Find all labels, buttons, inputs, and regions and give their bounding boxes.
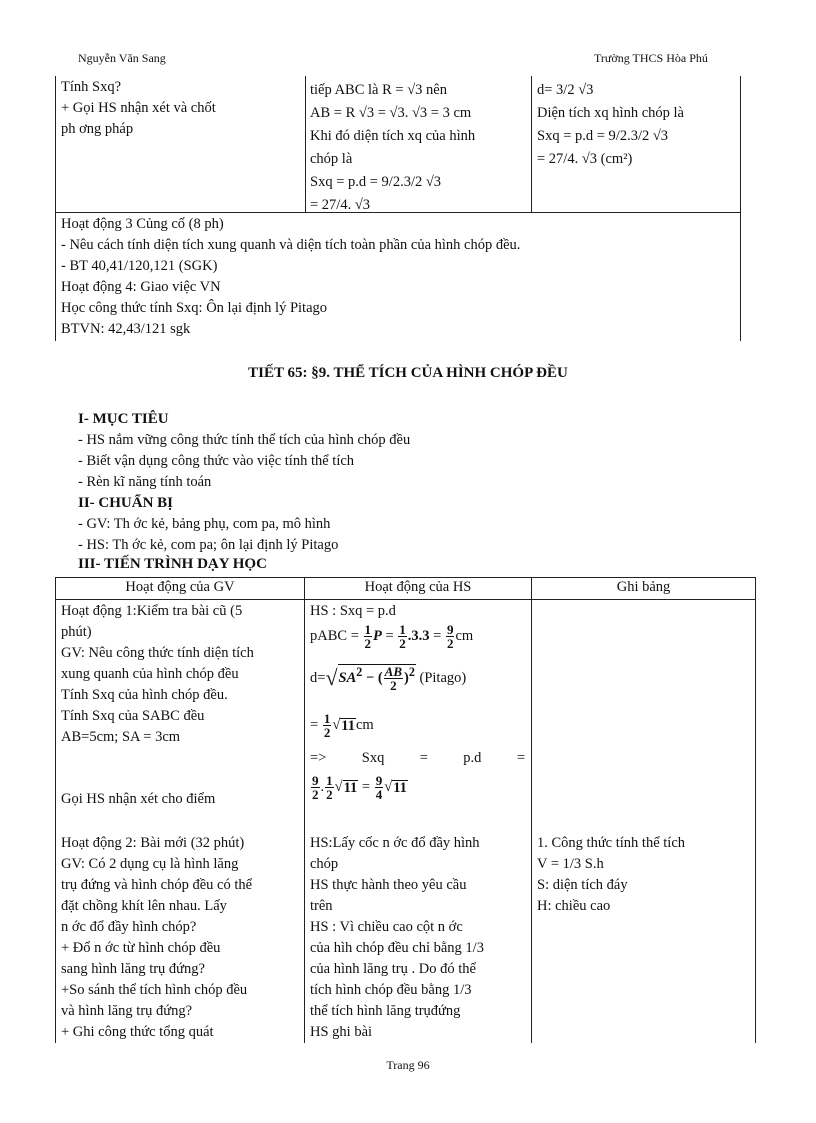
text-line: +So sánh thể tích hình chóp đều [61, 982, 248, 998]
text-line: chóp [310, 856, 339, 872]
text-line: tiếp ABC là R = √3 nên [310, 82, 447, 98]
text-line: AB = R √3 = √3. √3 = 3 cm [310, 105, 472, 121]
text-line: trụ đứng và hình chóp đều có thể [61, 877, 253, 893]
top-col1 [61, 77, 301, 140]
text-line: Tính Sxq? [61, 79, 122, 95]
text-line: Diện tích xq hình chóp là [537, 105, 684, 121]
text-line: Hoạt động 1:Kiểm tra bài cũ (5 [61, 603, 243, 619]
row2-gv [61, 833, 299, 1043]
text-line: đặt chồng khít lên nhau. Lấy [61, 898, 227, 914]
text-line: Hoạt động 4: Giao việc VN [61, 279, 221, 295]
text-line: = 27/4. √3 (cm²) [537, 151, 633, 167]
text-line: n ớc đổ đầy hình chóp? [61, 919, 197, 935]
list-item: - HS: Th ớc kẻ, com pa; ôn lại định lý Pitago [78, 537, 339, 553]
text-line: V = 1/3 S.h [537, 856, 604, 872]
list-item: - HS nắm vững công thức tính thể tích của hình chóp đều [78, 432, 411, 448]
lesson-title: TIẾT 65: §9. THỂ TÍCH CỦA HÌNH CHÓP ĐỀU [248, 365, 568, 381]
preparation-heading: II- CHUẨN BỊ [78, 495, 174, 511]
text-line: của hình lăng trụ . Do đó thể [310, 961, 476, 977]
text-line: chóp là [310, 151, 353, 167]
row1-hs [310, 601, 528, 622]
objectives-list [78, 430, 410, 493]
row1-gv [61, 601, 299, 748]
text-line: Học công thức tính Sxq: Ôn lại định lý Pitago [61, 300, 328, 316]
text-line: HS : Sxq = p.d [310, 603, 396, 619]
formula-apothem-value: = $\frac{1}{2}$ √ 11 cm [310, 711, 374, 740]
text-line: - Nêu cách tính diện tích xung quanh và diện tích toàn phần của hình chóp đều. [61, 237, 521, 253]
text-line: Tính Sxq của SABC đều [61, 708, 205, 724]
text-line: Tính Sxq của hình chóp đều. [61, 687, 228, 703]
text-line: - BT 40,41/120,121 (SGK) [61, 258, 218, 274]
text-line: + Gọi HS nhận xét và chốt [61, 100, 216, 116]
text-line: 1. Công thức tính thể tích [537, 835, 686, 851]
text-line: H: chiều cao [537, 898, 611, 914]
text-line: S: diện tích đáy [537, 877, 628, 893]
text-line: HS:Lấy cốc n ớc đổ đầy hình [310, 835, 480, 851]
formula-sxq: => Sxq = p.d = [310, 750, 525, 766]
header-hs: Hoạt động của HS [364, 579, 472, 595]
formula-sxq-value: $\frac{9}{2}$ . $\frac{1}{2}$ √ 11 = $\frac{9}{4}$ √ 11 [312, 773, 407, 802]
text-line: Hoạt động 3 Củng cố (8 ph) [61, 216, 224, 232]
top-col3 [537, 79, 737, 171]
top-footer [61, 214, 736, 340]
list-item: - GV: Th ớc kẻ, bảng phụ, com pa, mô hình [78, 516, 331, 532]
text-line: xung quanh của hình chóp đều [61, 666, 239, 682]
text-line: phút) [61, 624, 92, 640]
list-item: - Biết vận dụng công thức vào việc tính thể tích [78, 453, 355, 469]
text-line: GV: Nêu công thức tính diện tích [61, 645, 254, 661]
text-line: Khi đó diện tích xq của hình [310, 128, 476, 144]
objectives-heading: I- MỤC TIÊU [78, 411, 169, 427]
list-item: - Rèn kĩ năng tính toán [78, 474, 212, 490]
formula-perimeter: pABC = $\frac{1}{2}$ P = $\frac{1}{2}$ .3.3 = $\frac{9}{2}$ cm [310, 622, 474, 651]
text-line: tích hình chóp đều bằng 1/3 [310, 982, 472, 998]
text-line: thể tích hình lăng trụđứng [310, 1003, 461, 1019]
text-line: HS thực hành theo yêu cầu [310, 877, 467, 893]
text-line: Sxq = p.d = 9/2.3/2 √3 [537, 128, 669, 144]
text-line: = 27/4. √3 [310, 197, 371, 213]
preparation-list [78, 514, 338, 556]
text-line: và hình lăng trụ đứng? [61, 1003, 193, 1019]
row1-gv-grading: Gọi HS nhận xét cho điểm [61, 791, 216, 807]
text-line: sang hình lăng trụ đứng? [61, 961, 205, 977]
text-line: của hìh chóp đều chỉ bằng 1/3 [310, 940, 484, 956]
text-line: + Đổ n ớc từ hình chóp đều [61, 940, 221, 956]
text-line: + Ghi công thức tổng quát [61, 1024, 214, 1040]
text-line: AB=5cm; SA = 3cm [61, 729, 181, 745]
text-line: ph ơng pháp [61, 121, 134, 137]
text-line: d= 3/2 √3 [537, 82, 594, 98]
formula-apothem: d= √ $SA^2$ − ( $\frac{AB}{2}$ )$^2$ (Pitago) [310, 664, 467, 693]
text-line: BTVN: 42,43/121 sgk [61, 321, 191, 337]
school-name: Trường THCS Hòa Phú [594, 51, 708, 65]
row2-hs [310, 833, 528, 1043]
process-heading: III- TIẾN TRÌNH DẠY HỌC [78, 556, 267, 572]
text-line: HS ghi bài [310, 1024, 373, 1040]
header-board: Ghi bảng [616, 579, 671, 595]
text-line: Sxq = p.d = 9/2.3/2 √3 [310, 174, 442, 190]
text-line: trên [310, 898, 333, 914]
text-line: Hoạt động 2: Bài mới (32 phút) [61, 835, 245, 851]
text-line: HS : Vì chiều cao cột n ớc [310, 919, 463, 935]
row2-board [537, 833, 751, 917]
header-gv: Hoạt động của GV [125, 579, 235, 595]
text-line: GV: Có 2 dụng cụ là hình lăng [61, 856, 239, 872]
top-col2 [310, 79, 528, 217]
author-name: Nguyễn Văn Sang [78, 51, 166, 65]
page-number: Trang 96 [386, 1058, 430, 1072]
